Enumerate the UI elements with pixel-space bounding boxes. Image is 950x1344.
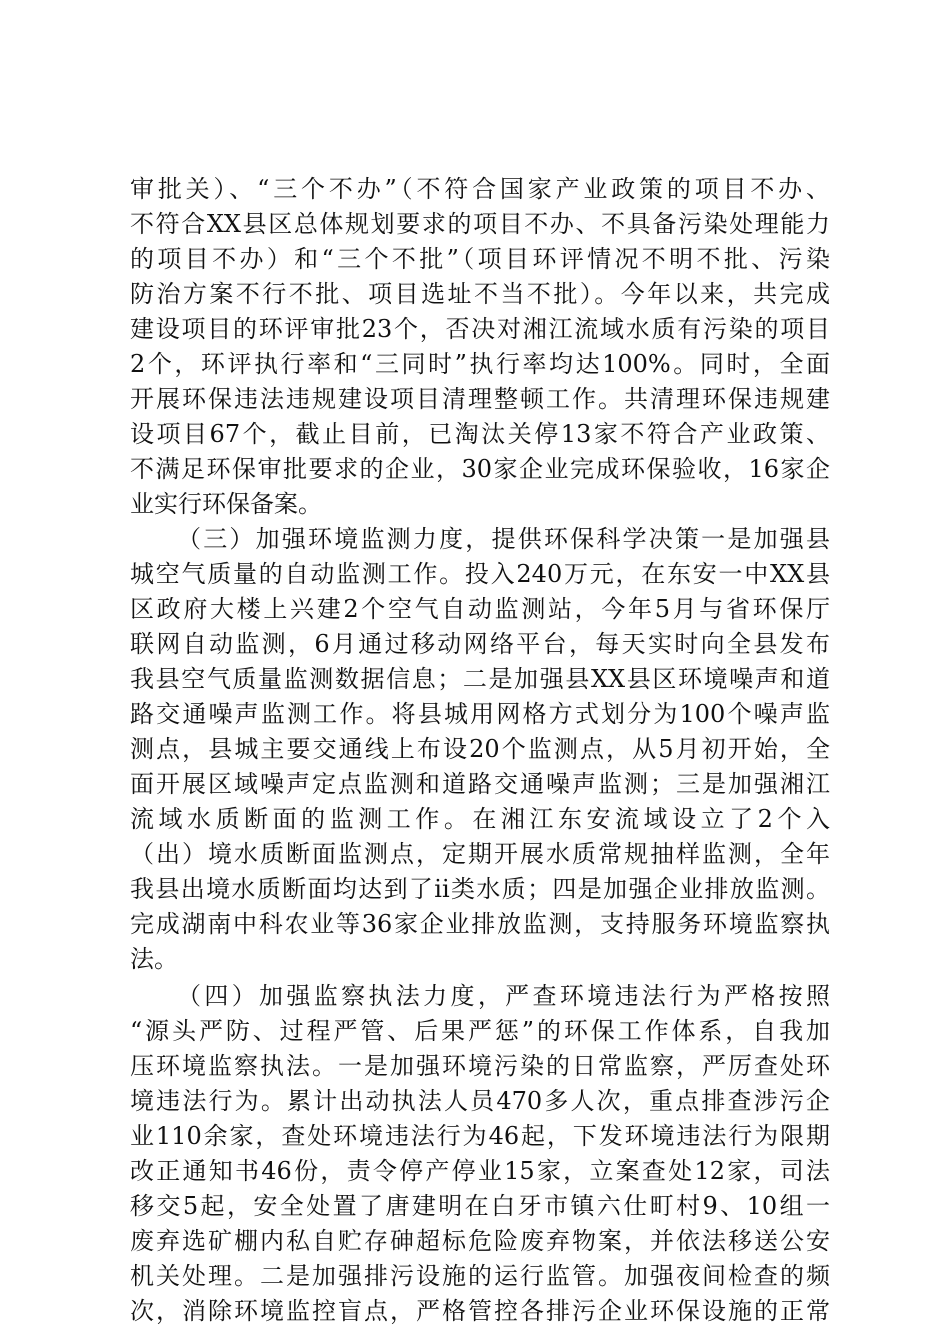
body-text-line: 防治方案不行不批、项目选址不当不批）。今年以来，共完成	[130, 280, 830, 308]
body-text-line: 城空气质量的自动监测工作。投入240万元，在东安一中XX县	[130, 560, 830, 588]
body-text-line: 完成湖南中科农业等36家企业排放监测，支持服务环境监察执	[130, 910, 830, 938]
body-text-line: 业110余家，查处环境违法行为46起，下发环境违法行为限期	[130, 1122, 830, 1150]
body-text-line: 测点，县城主要交通线上布设20个监测点，从5月初开始，全	[130, 735, 830, 763]
body-text-line: 业实行环保备案。	[130, 490, 322, 518]
body-text-line: 移交5起，安全处置了唐建明在白牙市镇六仕町村9、10组一	[130, 1192, 830, 1220]
body-text-line: 流域水质断面的监测工作。在湘江东安流域设立了2个入	[130, 805, 830, 833]
body-text-line: 改正通知书46份，责令停产停业15家，立案查处12家，司法	[130, 1157, 830, 1185]
body-text-line: 法。	[130, 945, 178, 973]
body-text-line: 联网自动监测，6月通过移动网络平台，每天实时向全县发布	[130, 630, 830, 658]
body-text-line: 2个，环评执行率和“三同时”执行率均达100%。同时，全面	[130, 350, 830, 378]
body-text-line: 不满足环保审批要求的企业，30家企业完成环保验收，16家企	[130, 455, 830, 483]
body-text-line: 开展环保违法违规建设项目清理整顿工作。共清理环保违规建	[130, 385, 830, 413]
body-text-line: （出）境水质断面监测点，定期开展水质常规抽样监测，全年	[130, 840, 830, 868]
body-text-line: 我县出境水质断面均达到了ii类水质；四是加强企业排放监测。	[130, 875, 830, 903]
body-text-line: 面开展区域噪声定点监测和道路交通噪声监测；三是加强湘江	[130, 770, 830, 798]
body-text-line: 我县空气质量监测数据信息；二是加强县XX县区环境噪声和道	[130, 665, 830, 693]
body-text-line: 审批关）、“三个不办”（不符合国家产业政策的项目不办、	[130, 175, 830, 203]
body-text-line: 设项目67个，截止目前，已淘汰关停13家不符合产业政策、	[130, 420, 830, 448]
body-text-line: 废弃选矿棚内私自贮存砷超标危险废弃物案，并依法移送公安	[130, 1227, 830, 1255]
body-text-line: 区政府大楼上兴建2个空气自动监测站，今年5月与省环保厅	[130, 595, 830, 623]
section-heading-line: （三）加强环境监测力度，提供环保科学决策一是加强县	[177, 525, 830, 553]
body-text-line: 压环境监察执法。一是加强环境污染的日常监察，严厉查处环	[130, 1052, 830, 1080]
body-text-line: 不符合XX县区总体规划要求的项目不办、不具备污染处理能力	[130, 210, 830, 238]
body-text-line: 路交通噪声监测工作。将县城用网格方式划分为100个噪声监	[130, 700, 830, 728]
body-text-line: 境违法行为。累计出动执法人员470多人次，重点排查涉污企	[130, 1087, 830, 1115]
body-text-line: 建设项目的环评审批23个，否决对湘江流域水质有污染的项目	[130, 315, 830, 343]
body-text-line: 机关处理。二是加强排污设施的运行监管。加强夜间检查的频	[130, 1262, 830, 1290]
body-text-line: “源头严防、过程严管、后果严惩”的环保工作体系，自我加	[130, 1017, 830, 1045]
body-text-line: 的项目不办）和“三个不批”（项目环评情况不明不批、污染	[130, 245, 830, 273]
section-heading-line: （四）加强监察执法力度，严查环境违法行为严格按照	[177, 982, 830, 1010]
body-text-line: 次，消除环境监控盲点，严格管控各排污企业环保设施的正常	[130, 1297, 830, 1325]
